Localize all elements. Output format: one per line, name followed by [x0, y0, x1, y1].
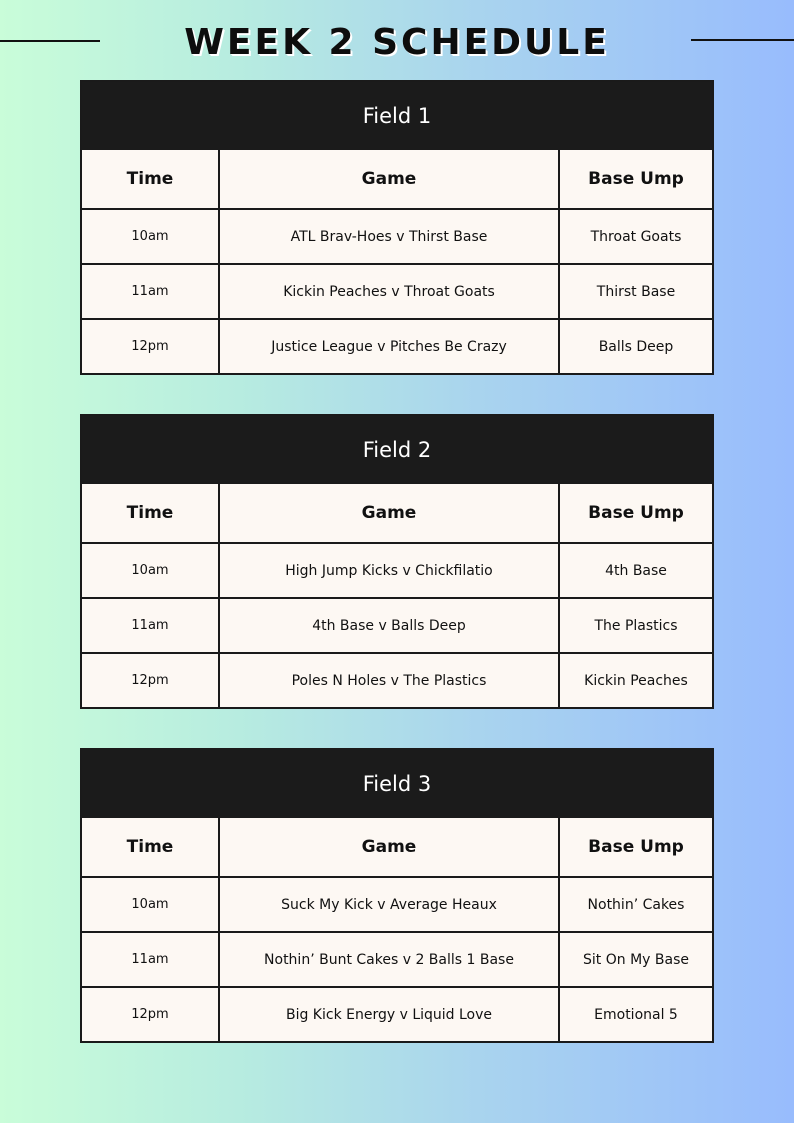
cell-ump: Emotional 5 [559, 987, 712, 1041]
schedule-table [82, 818, 712, 1041]
column-header-ump: Base Ump [559, 484, 712, 543]
column-header-time: Time [82, 150, 219, 209]
cell-ump: Balls Deep [559, 319, 712, 373]
cell-game: Kickin Peaches v Throat Goats [219, 264, 559, 319]
cell-time: 10am [82, 209, 219, 264]
field-1-schedule [80, 80, 714, 375]
cell-ump: Sit On My Base [559, 932, 712, 987]
table-header-row [82, 484, 712, 543]
cell-game: High Jump Kicks v Chickfilatio [219, 543, 559, 598]
cell-time: 11am [82, 932, 219, 987]
cell-ump: Throat Goats [559, 209, 712, 264]
cell-ump: Kickin Peaches [559, 653, 712, 707]
cell-time: 11am [82, 598, 219, 653]
cell-game: Justice League v Pitches Be Crazy [219, 319, 559, 373]
cell-ump: 4th Base [559, 543, 712, 598]
column-header-game: Game [219, 818, 559, 877]
column-header-ump: Base Ump [559, 150, 712, 209]
table-header-row [82, 818, 712, 877]
table-row [82, 319, 712, 373]
field-2-schedule [80, 414, 714, 709]
title-rule-right [691, 39, 794, 41]
schedule-table [82, 484, 712, 707]
cell-time: 10am [82, 543, 219, 598]
cell-time: 10am [82, 877, 219, 932]
field-header: Field 2 [82, 416, 712, 484]
cell-game: Nothin’ Bunt Cakes v 2 Balls 1 Base [219, 932, 559, 987]
cell-time: 12pm [82, 653, 219, 707]
field-header: Field 3 [82, 750, 712, 818]
cell-game: 4th Base v Balls Deep [219, 598, 559, 653]
table-row [82, 543, 712, 598]
cell-time: 12pm [82, 987, 219, 1041]
cell-time: 12pm [82, 319, 219, 373]
cell-game: Poles N Holes v The Plastics [219, 653, 559, 707]
cell-ump: Thirst Base [559, 264, 712, 319]
table-row [82, 932, 712, 987]
column-header-game: Game [219, 150, 559, 209]
column-header-time: Time [82, 484, 219, 543]
table-header-row [82, 150, 712, 209]
cell-game: Suck My Kick v Average Heaux [219, 877, 559, 932]
table-row [82, 877, 712, 932]
table-row [82, 264, 712, 319]
field-header: Field 1 [82, 82, 712, 150]
column-header-time: Time [82, 818, 219, 877]
cell-ump: The Plastics [559, 598, 712, 653]
table-row [82, 598, 712, 653]
table-row [82, 653, 712, 707]
field-3-schedule [80, 748, 714, 1043]
cell-time: 11am [82, 264, 219, 319]
schedule-table [82, 150, 712, 373]
cell-ump: Nothin’ Cakes [559, 877, 712, 932]
column-header-ump: Base Ump [559, 818, 712, 877]
table-row [82, 987, 712, 1041]
cell-game: Big Kick Energy v Liquid Love [219, 987, 559, 1041]
column-header-game: Game [219, 484, 559, 543]
page-title: WEEK 2 SCHEDULE [184, 22, 610, 63]
cell-game: ATL Brav-Hoes v Thirst Base [219, 209, 559, 264]
table-row [82, 209, 712, 264]
